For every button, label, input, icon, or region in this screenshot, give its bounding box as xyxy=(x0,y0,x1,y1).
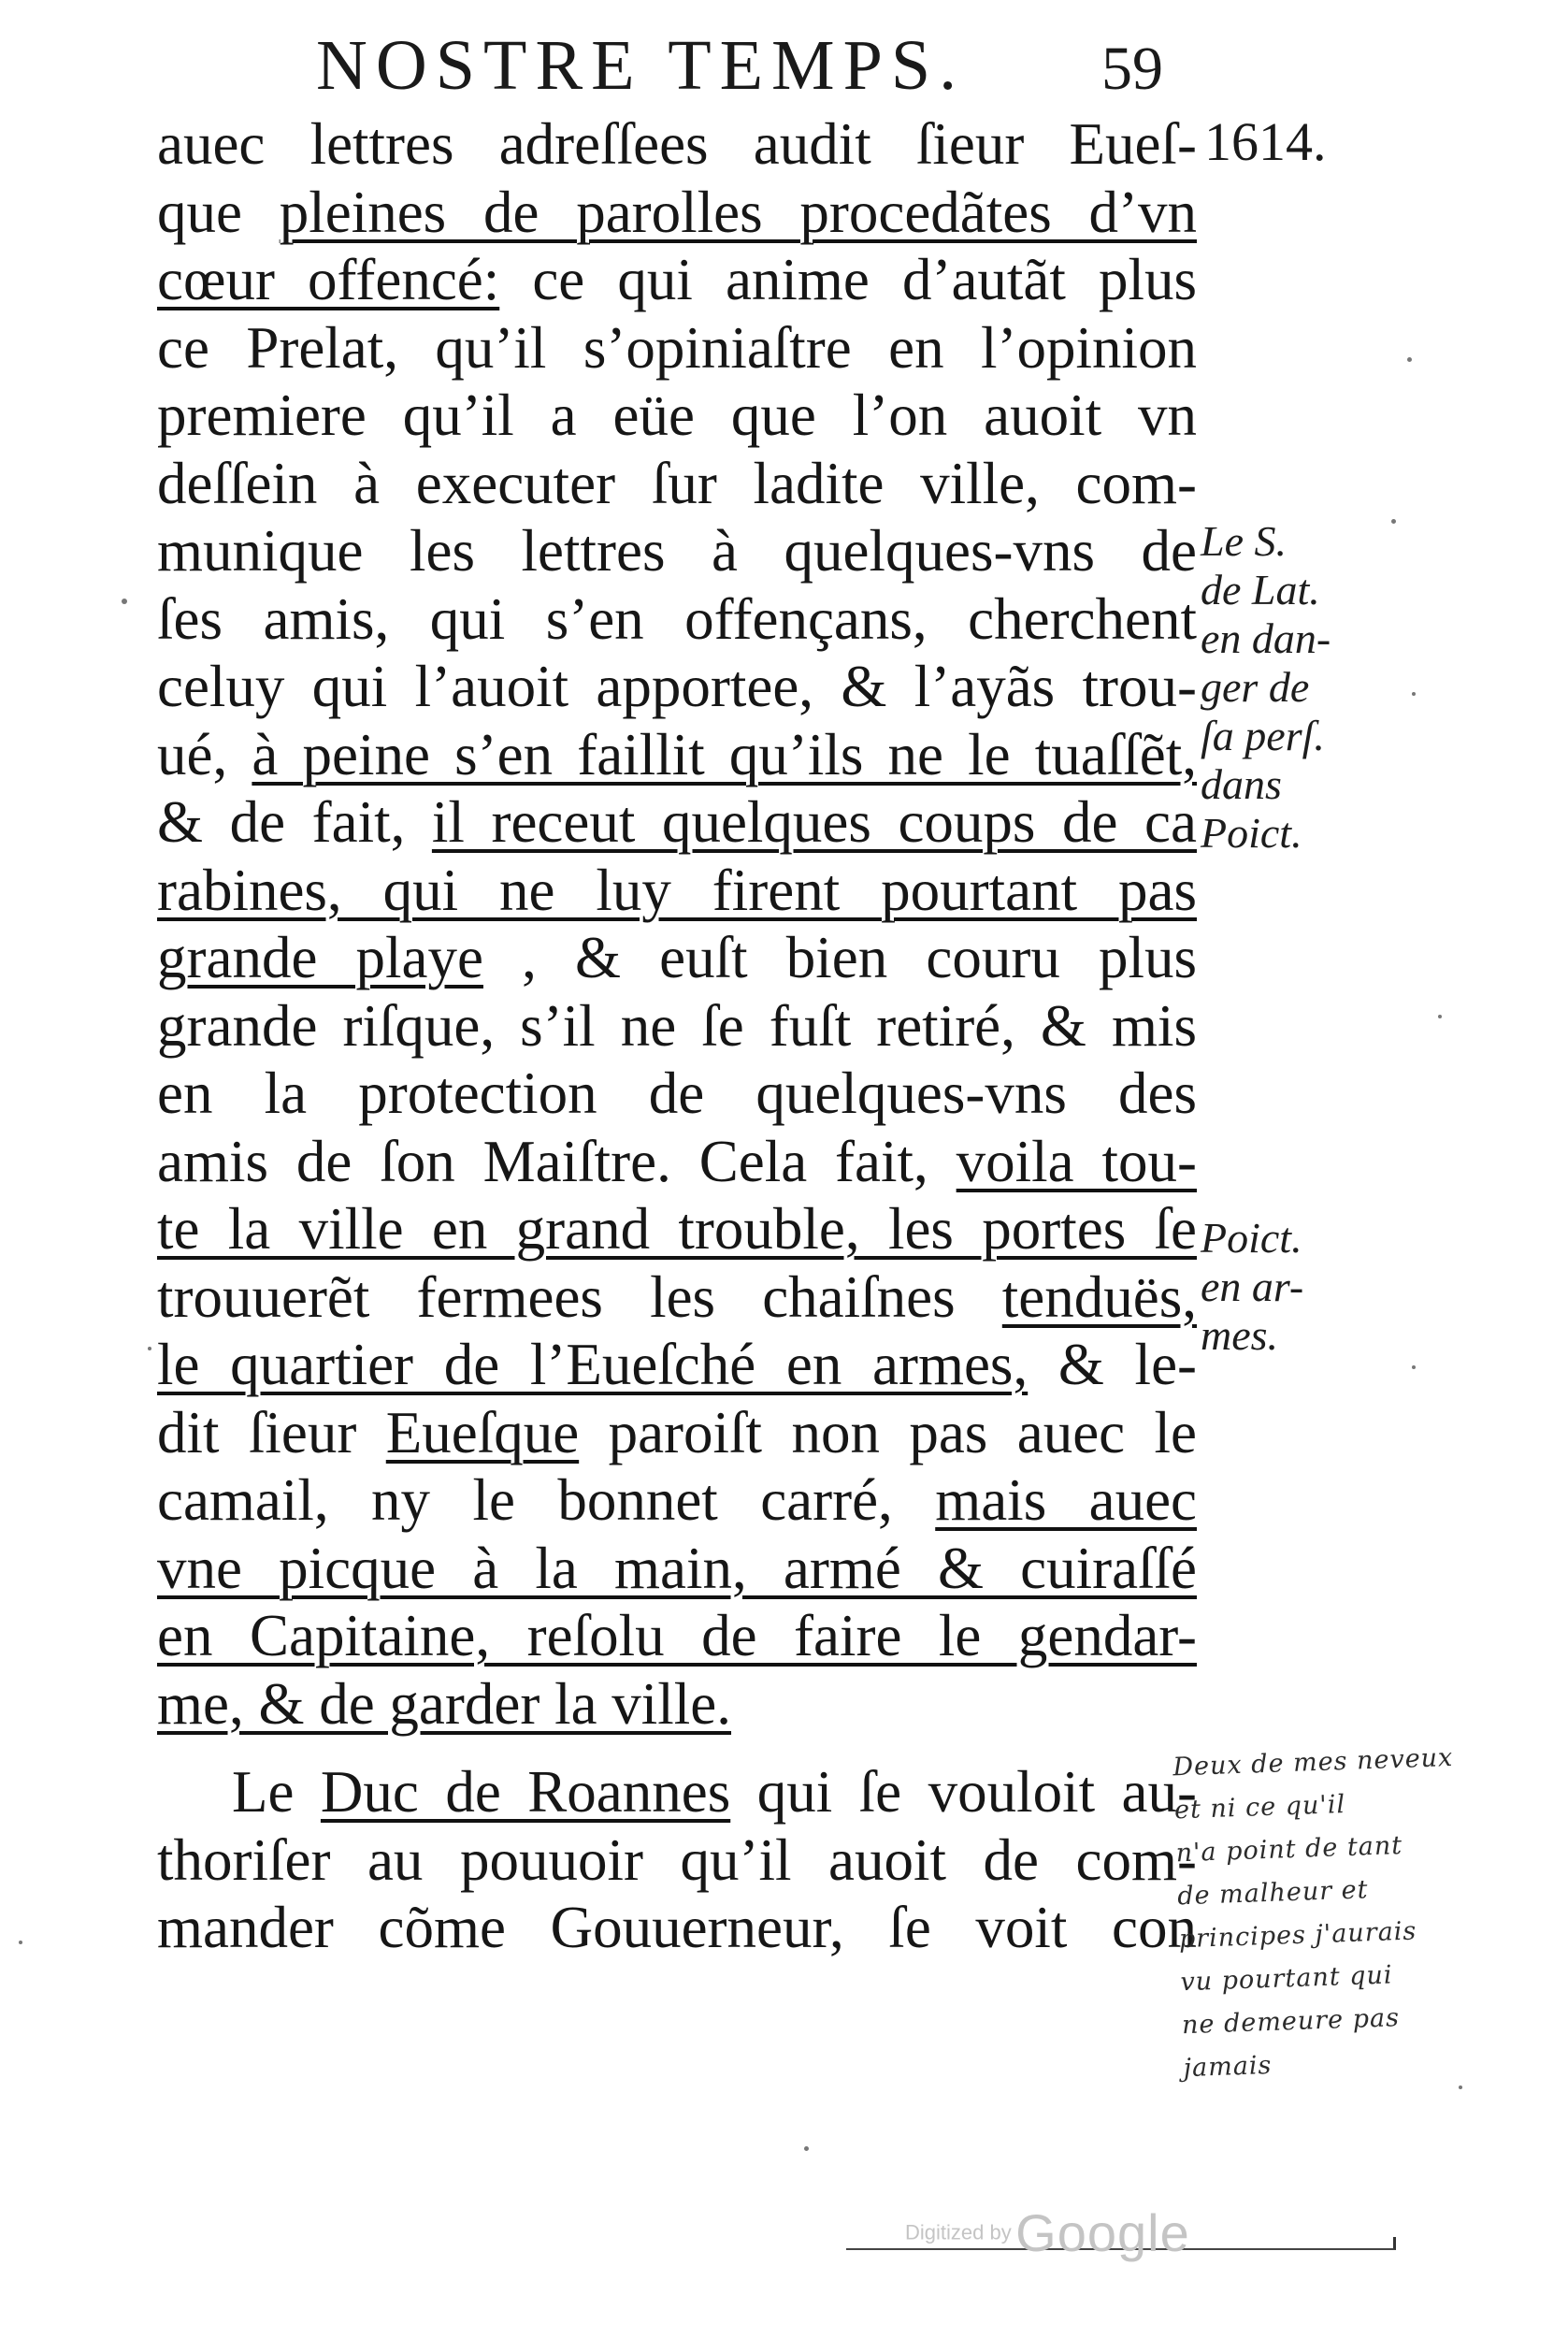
text-line: ſes amis, qui s’en offençans, cherchent xyxy=(157,585,1197,652)
handwritten-line: jamais xyxy=(1183,2050,1273,2084)
watermark-prefix: Digitized by xyxy=(905,2220,1012,2244)
margin-note-line: ſa perſ. xyxy=(1201,712,1325,759)
text-line: mander cõme Gouuerneur, ſe voit con xyxy=(157,1895,1197,1960)
ink-speck xyxy=(1459,2085,1462,2089)
page-header xyxy=(0,21,1568,105)
margin-note-line: mes. xyxy=(1201,1311,1279,1359)
text-line: deſſein à executer ſur ladite ville, com- xyxy=(157,450,1197,516)
margin-note-line: de Lat. xyxy=(1201,566,1320,613)
handwritten-line: vu pourtant qui xyxy=(1179,1960,1394,1998)
text-line: thoriſer au pouuoir qu’il auoit de com- xyxy=(157,1826,1197,1893)
handwritten-line: Deux de mes neveux xyxy=(1172,1742,1454,1782)
text-line: grande riſque, s’il ne ſe fuſt retiré, & mis xyxy=(157,992,1197,1059)
ink-underline: pleines de parolles procedãtes d’vn xyxy=(279,179,1197,245)
text-line: le quartier de l’Eueſché en armes, & le- xyxy=(157,1332,1198,1397)
ink-underline: mais auec xyxy=(935,1467,1197,1533)
text-line: dit ſieur Eueſque paroiſt non pas auec le xyxy=(157,1399,1197,1465)
text-line: grande playe , & euſt bien couru plus xyxy=(157,925,1197,990)
text-line xyxy=(157,857,1197,925)
ink-speck xyxy=(804,2146,809,2151)
ink-underline: voila tou- xyxy=(956,1128,1198,1194)
ink-underline: cœur offencé: xyxy=(157,247,500,312)
margin-note-line: Le S. xyxy=(1201,517,1287,565)
text-line: amis de ſon Maiſtre. Cela fait, voila tou- xyxy=(157,1128,1198,1194)
handwritten-line: et ni ce qu'il xyxy=(1173,1790,1346,1826)
handwritten-line: de malheur et xyxy=(1176,1875,1369,1912)
text-line: ce Prelat, qu’il s’opiniaſtre en l’opinion xyxy=(157,314,1197,381)
ink-underline: à peine s’en faillit qu’ils ne le tuaſſẽt, xyxy=(252,721,1197,787)
ink-underline: il receut quelques coups de ca xyxy=(431,789,1197,855)
ink-underline: en Capitaine, reſolu de faire le gendar- xyxy=(157,1603,1197,1668)
text-line: Le Duc de Roannes qui ſe vouloit au- xyxy=(232,1759,1198,1825)
ink-underline: tenduës, xyxy=(1001,1263,1197,1330)
ink-underline: rabines, qui ne luy firent pourtant pas xyxy=(157,857,1197,923)
main-text xyxy=(157,110,1197,1962)
text-line: cœur offencé: ce qui anime d’autãt plus xyxy=(157,247,1197,312)
ink-underline: me, & de garder la ville. xyxy=(157,1670,732,1737)
ink-speck xyxy=(1407,357,1412,362)
ink-speck xyxy=(1412,1365,1416,1369)
ink-underline: grande playe xyxy=(157,925,483,990)
ink-speck xyxy=(1412,692,1416,696)
handwritten-line: ne demeure pas xyxy=(1181,2003,1401,2041)
margin-note-line: en ar- xyxy=(1201,1263,1304,1310)
page-number: 59 xyxy=(1101,35,1163,103)
margin-note-line: Poict. xyxy=(1201,1214,1302,1262)
margin-year: 1614. xyxy=(1204,111,1327,172)
ink-speck xyxy=(1438,1015,1442,1018)
ink-underline: te la ville en grand trouble, les portes ſe xyxy=(157,1196,1197,1262)
margin-note xyxy=(1201,1214,1388,1360)
text-line: auec lettres adreſſees audit ſieur Eueſ- xyxy=(157,111,1197,177)
text-line: premiere qu’il a eüe que l’on auoit vn xyxy=(157,382,1197,448)
ink-underline: le quartier de l’Eueſché en armes, xyxy=(157,1332,1029,1397)
handwritten-annotation xyxy=(1172,1733,1568,2090)
ink-underline: Duc de Roannes xyxy=(320,1759,731,1825)
margin-note xyxy=(1201,517,1388,858)
ink-speck xyxy=(1391,519,1396,524)
text-line: en la protection de quelques-vns des xyxy=(157,1061,1197,1126)
handwritten-line: principes j'aurais xyxy=(1178,1916,1417,1955)
ink-speck xyxy=(122,599,127,604)
text-line xyxy=(157,1602,1197,1670)
text-line: que pleines de parolles procedãtes d’vn xyxy=(157,179,1197,245)
text-line: celuy qui l’auoit apportee, & l’ayãs trou- xyxy=(157,654,1197,719)
margin-note-line: en dan- xyxy=(1201,614,1331,662)
margin-note-line: ger de xyxy=(1201,663,1310,711)
text-line: munique les lettres à quelques-vns de xyxy=(157,518,1197,584)
handwritten-line: n'a point de tant xyxy=(1175,1830,1403,1869)
ink-speck xyxy=(19,1941,22,1944)
ink-underline: Eueſque xyxy=(385,1399,580,1465)
text-line xyxy=(157,1670,1197,1739)
ink-speck xyxy=(148,1347,151,1350)
text-line: trouuerẽt fermees les chaiſnes tenduës, xyxy=(157,1263,1197,1330)
digitization-watermark xyxy=(905,2202,1190,2263)
running-title: NOSTRE TEMPS. xyxy=(316,26,966,105)
text-line: ué, à peine s’en faillit qu’ils ne le tuaſſẽt, xyxy=(157,721,1197,787)
ink-underline: vne picque à la main, armé & cuiraſſé xyxy=(157,1535,1197,1601)
margin-note-line: dans xyxy=(1201,760,1282,808)
text-line xyxy=(157,1195,1197,1263)
margin-note-line: Poict. xyxy=(1201,809,1302,857)
text-line: & de fait, il receut quelques coups de ca xyxy=(157,789,1197,855)
watermark-brand: Google xyxy=(1015,2203,1190,2262)
text-line: camail, ny le bonnet carré, mais auec xyxy=(157,1467,1197,1533)
text-line xyxy=(157,1535,1197,1603)
